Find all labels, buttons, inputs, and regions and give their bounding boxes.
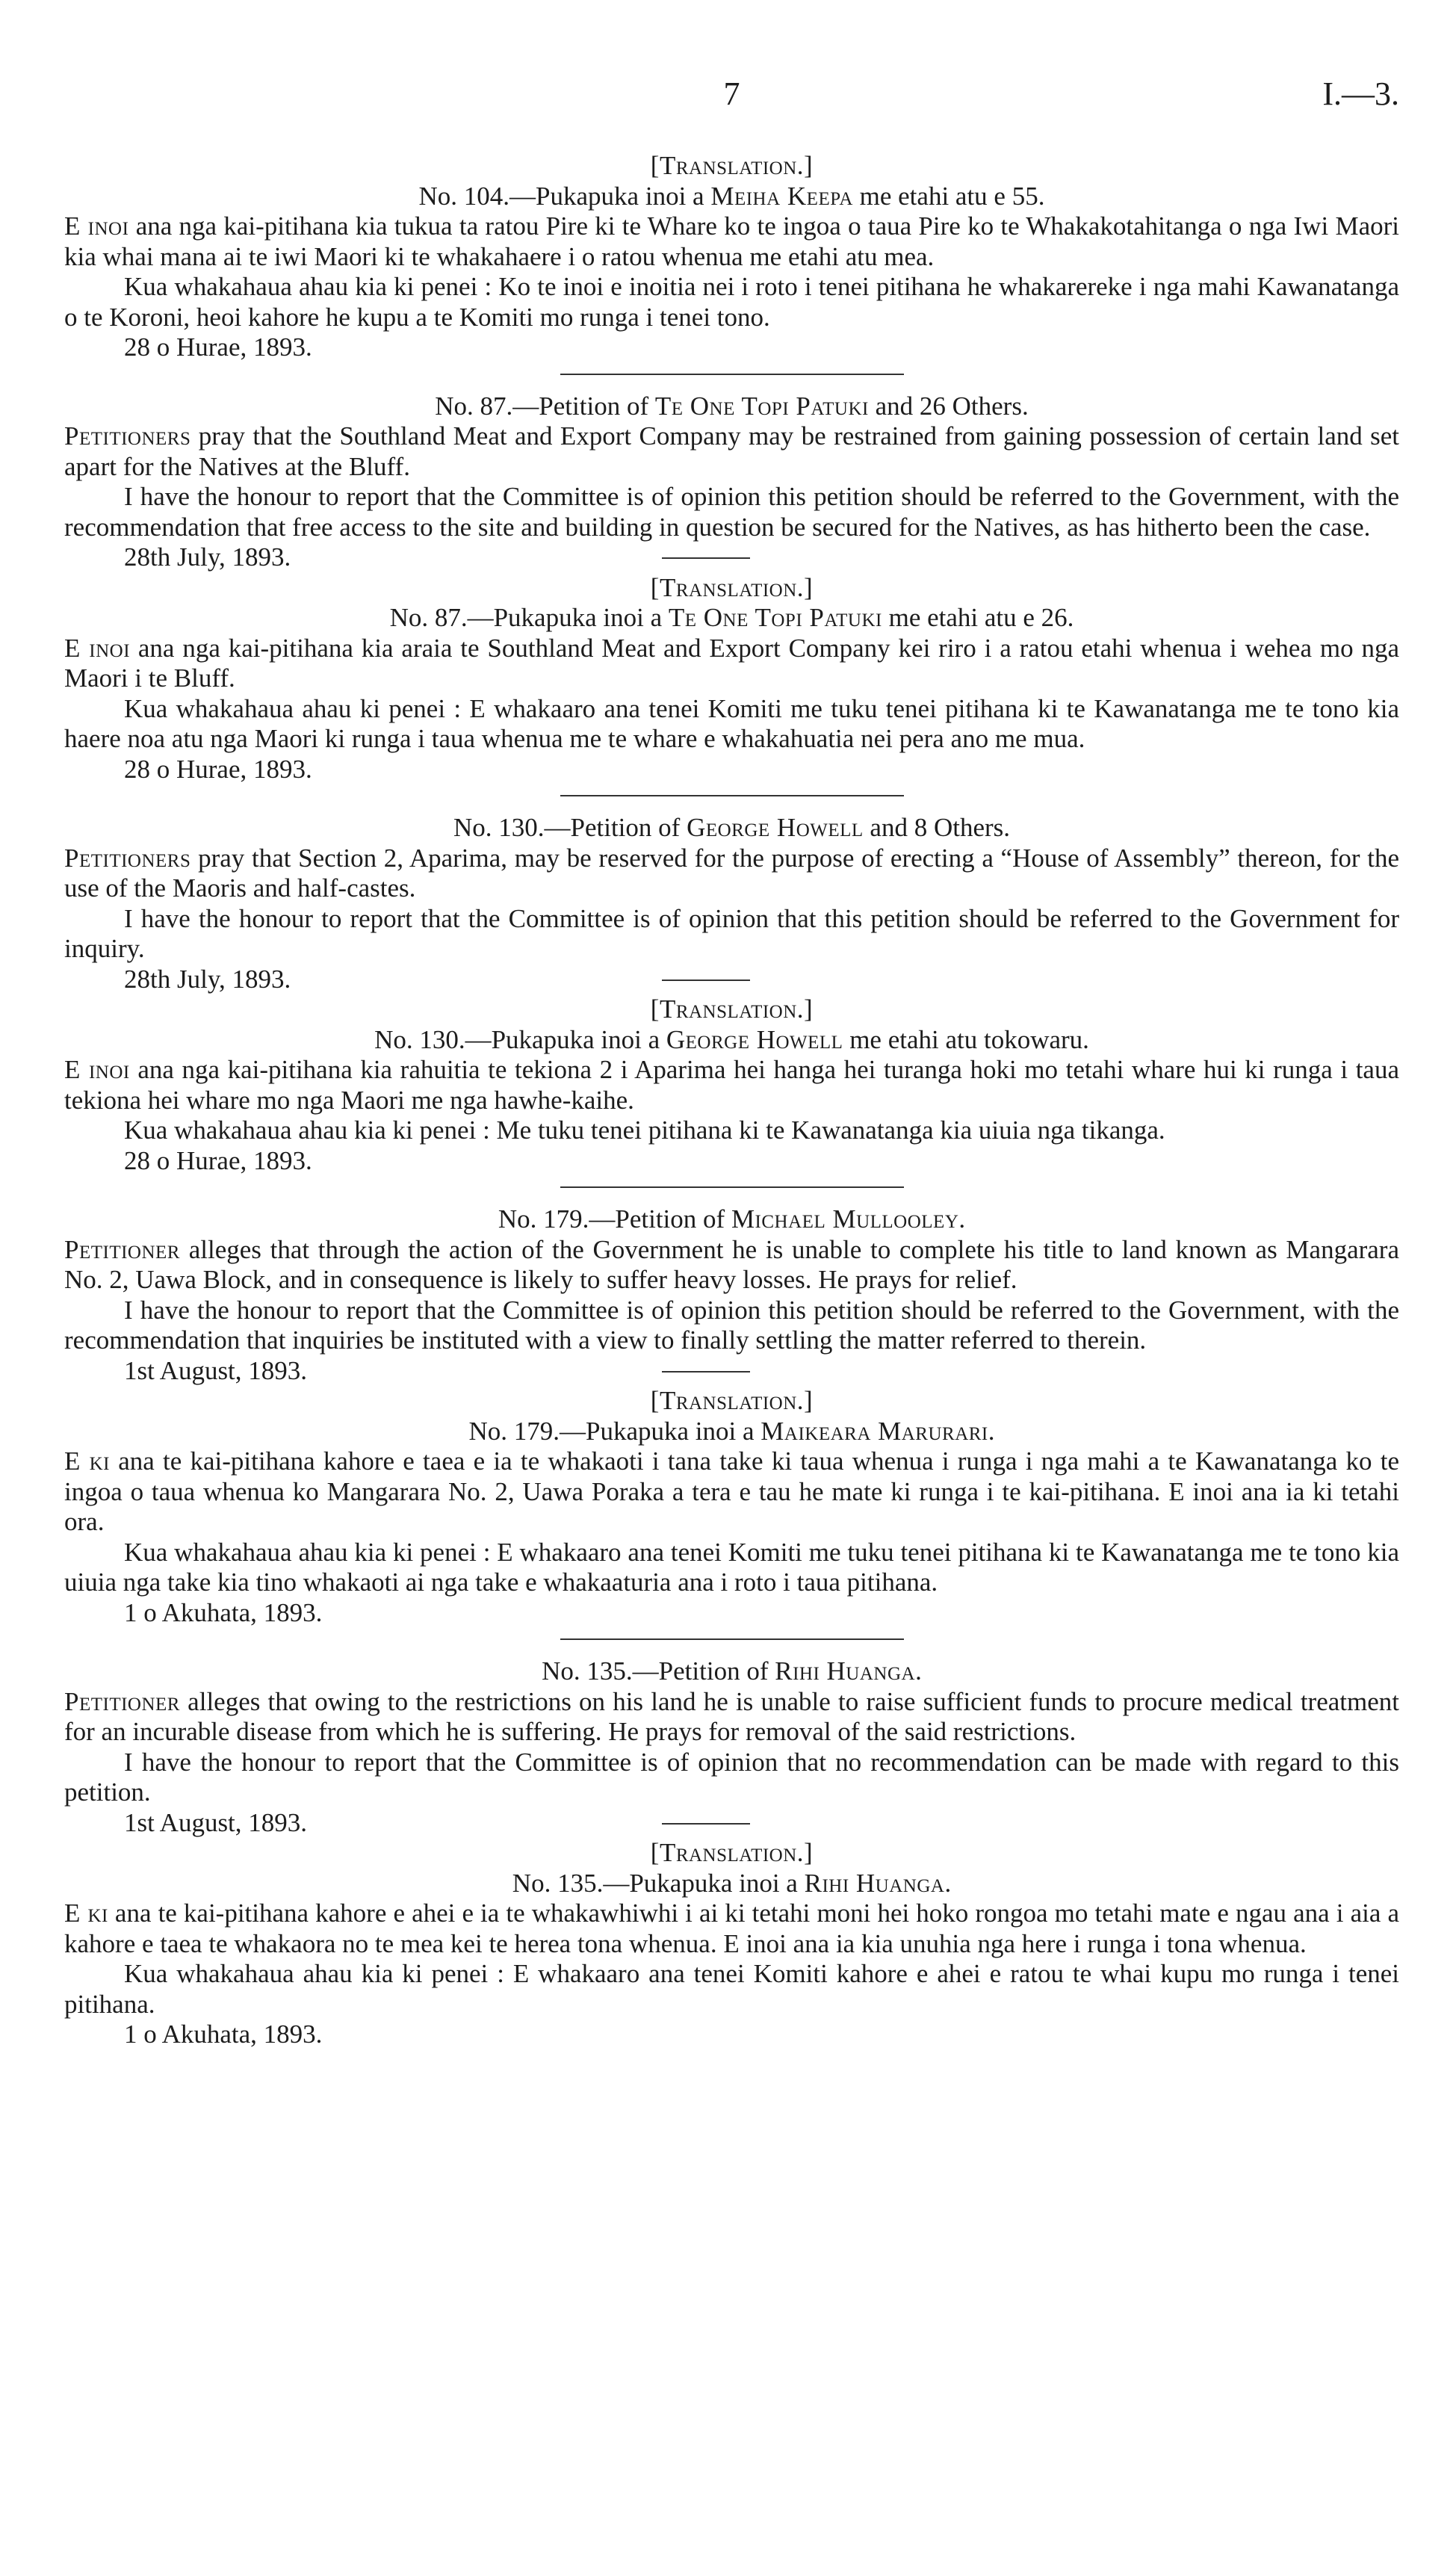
- petition-prayer: E inoi ana nga kai-pitihana kia araia te Southland Meat and Export Company kei riro i a ratou etahi whenua i wehea mo nga Maori i te Bluff.: [64, 633, 1399, 693]
- petition-heading: No. 87.—Pukapuka inoi a Te One Topi Patuki me etahi atu e 26.: [389, 603, 1074, 632]
- petition-heading: No. 87.—Petition of Te One Topi Patuki and 26 Others.: [435, 391, 1029, 421]
- petition-heading: No. 179.—Pukapuka inoi a Maikeara Marurari.: [468, 1416, 995, 1446]
- page-number: 7: [723, 75, 740, 112]
- report-date: 28th July, 1893.: [64, 965, 1399, 995]
- committee-report: Kua whakahaua ahau ki penei : E whakaaro ana tenei Komiti me tuku tenei pitihana ki te Kawanatanga me te tono kia haere noa atu nga Maori ki runga i taua whenua me te whare e whakahuatia nei pera ano me mua.: [64, 693, 1399, 753]
- petitioner-name: George Howell: [687, 813, 864, 842]
- committee-report: I have the honour to report that the Committee is of opinion this petition should be referred to the Government, with the recommendation that free access to the site and building in question be secured for the Natives, as has hitherto been the case.: [64, 482, 1399, 542]
- committee-report: I have the honour to report that the Committee is of opinion this petition should be referred to the Government, with the recommendation that inquiries be instituted with a view to finally settling the matter referred to therein.: [64, 1295, 1399, 1355]
- petition-prayer: Petitioner alleges that through the action of the Government he is unable to complete his title to land known as Mangarara No. 2, Uawa Block, and in consequence is likely to suffer heavy losses. He prays for relief.: [64, 1234, 1399, 1294]
- section-130-english: [64, 813, 1399, 994]
- committee-report: I have the honour to report that the Committee is of opinion that this petition should be referred to the Government for inquiry.: [64, 903, 1399, 963]
- section-179-english: [64, 1204, 1399, 1386]
- committee-report: I have the honour to report that the Committee is of opinion that no recommendation can be made with regard to this petition.: [64, 1747, 1399, 1807]
- petition-heading: No. 104.—Pukapuka inoi a Meiha Keepa me etahi atu e 55.: [418, 181, 1045, 211]
- section-divider: [560, 374, 904, 375]
- section-87-maori: [64, 573, 1399, 785]
- translation-divider: [662, 980, 750, 981]
- committee-report: Kua whakahaua ahau kia ki penei : Ko te inoi e inoitia nei i roto i tenei pitihana he whakarereke i nga mahi Kawanatanga o te Koroni, heoi kahore he kupu a te Komiti mo runga i tenei tono.: [64, 272, 1399, 332]
- section-104-maori: [64, 151, 1399, 363]
- petition-heading: No. 179.—Petition of Michael Mullooley.: [498, 1204, 966, 1234]
- petition-heading: No. 135.—Petition of Rihi Huanga.: [542, 1656, 922, 1686]
- petition-prayer: E inoi ana nga kai-pitihana kia tukua ta ratou Pire ki te Whare ko te ingoa o taua Pire ko te Whakakotahitanga o nga Iwi Maori kia whai mana ai te iwi Maori ki te whakahaere i o ratou whenua me etahi atu mea.: [64, 211, 1399, 271]
- report-date: 1st August, 1893.: [64, 1808, 1399, 1839]
- translation-label: [Translation.]: [650, 1838, 814, 1867]
- section-135-english: [64, 1656, 1399, 1838]
- petitioner-name: Te One Topi Patuki: [668, 603, 882, 632]
- translation-divider: [662, 1823, 750, 1825]
- section-135-maori: [64, 1838, 1399, 2050]
- section-divider: [560, 795, 904, 796]
- petition-prayer: E ki ana te kai-pitihana kahore e taea e ia te whakaoti i tana take ki taua whenua i runga i nga mahi a te Kawanatanga ko te ingoa o taua whenua ko Mangarara No. 2, Uawa Poraka a tera e tau he mate ki runga i te kai-pitihana. E inoi ana ia ki tetahi ora.: [64, 1446, 1399, 1536]
- section-179-maori: [64, 1386, 1399, 1628]
- section-87-english: [64, 392, 1399, 573]
- petition-prayer: Petitioner alleges that owing to the restrictions on his land he is unable to raise sufficient funds to procure medical treatment for an incurable disease from which he is suffering. He prays for removal of the said restrictions.: [64, 1686, 1399, 1746]
- petitioner-name: Meiha Keepa: [710, 181, 853, 211]
- translation-divider: [662, 557, 750, 559]
- translation-label: [Translation.]: [650, 572, 814, 602]
- petition-heading: No. 130.—Pukapuka inoi a George Howell me etahi atu tokowaru.: [374, 1024, 1089, 1054]
- committee-report: Kua whakahaua ahau kia ki penei : E whakaaro ana tenei Komiti me tuku tenei pitihana ki te Kawanatanga me te tono kia uiuia nga take kia tino whakaoti ai nga take e whakaaturia ana i roto i taua pitihana.: [64, 1537, 1399, 1597]
- section-130-maori: [64, 994, 1399, 1176]
- translation-label: [Translation.]: [650, 1386, 814, 1415]
- report-date: 28th July, 1893.: [64, 542, 1399, 573]
- petition-heading: No. 135.—Pukapuka inoi a Rihi Huanga.: [512, 1868, 952, 1898]
- petition-prayer: Petitioners pray that the Southland Meat and Export Company may be restrained from gaining possession of certain land set apart for the Natives at the Bluff.: [64, 421, 1399, 481]
- petition-heading: No. 130.—Petition of George Howell and 8 Others.: [453, 813, 1011, 842]
- translation-divider: [662, 1371, 750, 1373]
- page-header: [64, 75, 1399, 151]
- committee-report: Kua whakahaua ahau kia ki penei : Me tuku tenei pitihana ki te Kawanatanga kia uiuia nga tikanga.: [124, 1115, 1165, 1145]
- petitioner-name: Michael Mullooley: [731, 1204, 959, 1234]
- petitioner-name: George Howell: [666, 1024, 843, 1054]
- report-date: 28 o Hurae, 1893.: [124, 1145, 312, 1175]
- petitioner-name: Rihi Huanga: [804, 1868, 945, 1898]
- report-date: 1 o Akuhata, 1893.: [124, 1597, 323, 1627]
- section-divider: [560, 1186, 904, 1188]
- petition-prayer: E ki ana te kai-pitihana kahore e ahei e ia te whakawhiwhi i ai ki tetahi moni hei hoko rongoa mo tetahi mate e ngau ana i aia a kahore e taea te whakaora no te mea kei te herea tona whenua. E inoi ana ia kia unuhia nga here i runga i tona whenua.: [64, 1898, 1399, 1958]
- petition-prayer: E inoi ana nga kai-pitihana kia rahuitia te tekiona 2 i Aparima hei hanga hei turanga hoki mo tetahi whare hui ki runga i taua tekiona hei whare mo nga Maori me nga hawhe-kaihe.: [64, 1055, 1399, 1115]
- petitioner-name: Maikeara Marurari: [760, 1416, 988, 1446]
- translation-label: [Translation.]: [650, 151, 814, 180]
- report-date: 1 o Akuhata, 1893.: [124, 2020, 323, 2049]
- section-divider: [560, 1638, 904, 1640]
- translation-label: [Translation.]: [650, 994, 814, 1024]
- report-date: 1st August, 1893.: [64, 1356, 1399, 1387]
- petition-prayer: Petitioners pray that Section 2, Aparima, may be reserved for the purpose of erecting a “House of Assembly” thereon, for the use of the Maoris and half-castes.: [64, 843, 1399, 903]
- petitioner-name: Te One Topi Patuki: [654, 391, 869, 421]
- report-date: 28 o Hurae, 1893.: [124, 754, 312, 784]
- document-reference: I.—3.: [1322, 75, 1399, 112]
- petitioner-name: Rihi Huanga: [775, 1656, 916, 1686]
- committee-report: Kua whakahaua ahau kia ki penei : E whakaaro ana tenei Komiti kahore e ahei e ratou te whai kupu mo runga i tenei pitihana.: [64, 1959, 1399, 2019]
- report-date: 28 o Hurae, 1893.: [124, 332, 312, 362]
